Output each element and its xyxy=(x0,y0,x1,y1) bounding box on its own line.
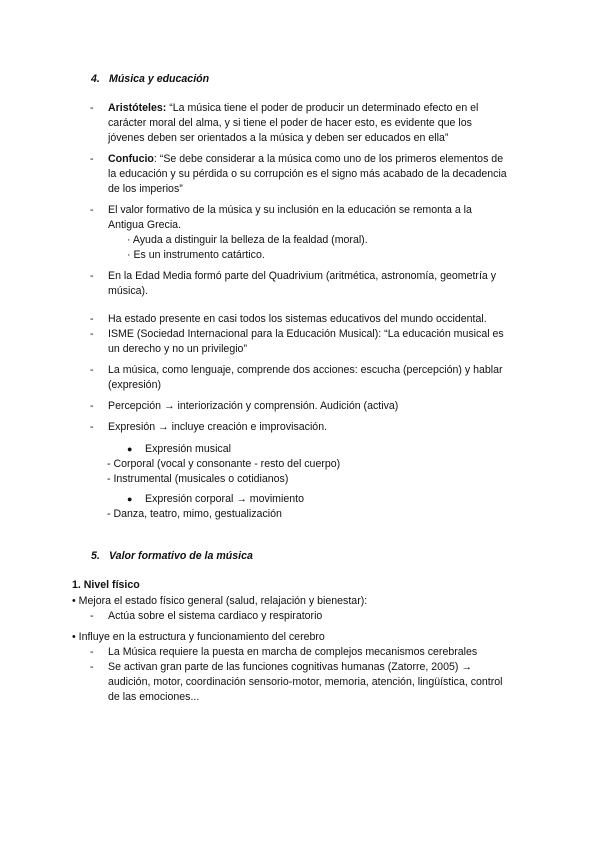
confucio-quote: : “Se debe considerar a la música como uno de los primeros elementos de xyxy=(153,153,504,165)
subheading-nivel-fisico: 1. Nivel físico xyxy=(72,579,140,591)
list-item-line: la educación y su pérdida o su corrupción es el signo más acabado de la decadencia xyxy=(108,168,507,180)
list-item-line: de los imperios” xyxy=(108,183,183,195)
list-item-line: El valor formativo de la música y su inclusión en la educación se remonta a la xyxy=(108,204,472,216)
bullet-dash: - xyxy=(90,313,94,325)
sub-item: La Música requiere la puesta en marcha de complejos mecanismos cerebrales xyxy=(108,646,478,658)
list-item-line: Ha estado presente en casi todos los sistemas educativos del mundo occidental. xyxy=(108,313,487,325)
list-item-line: La música, como lenguaje, comprende dos acciones: escucha (percepción) y hablar xyxy=(108,364,503,376)
sub-item: · Es un instrumento catártico. xyxy=(127,249,265,261)
list-item-aristoteles xyxy=(108,102,478,115)
section-4-number: 4. xyxy=(91,73,100,85)
bullet-dash: - xyxy=(90,364,94,376)
list-item-line: (expresión) xyxy=(108,379,161,391)
danza-line: - Danza, teatro, mimo, gestualización xyxy=(107,508,282,520)
section-4-title: Música y educación xyxy=(109,73,210,85)
bullet-dot: ● xyxy=(127,494,133,504)
bullet-dash: - xyxy=(90,661,94,673)
list-item-line: Percepción → interiorización y comprensión. Audición (activa) xyxy=(108,400,399,412)
list-item-line: ISME (Sociedad Internacional para la Educación Musical): “La educación musical es xyxy=(108,328,504,340)
sub-item: Actúa sobre el sistema cardiaco y respiratorio xyxy=(108,610,323,622)
instrumental-line: - Instrumental (musicales o cotidianos) xyxy=(107,473,289,485)
list-item-line: Antigua Grecia. xyxy=(108,219,182,231)
list-item-line: En la Edad Media formó parte del Quadrivium (aritmética, astronomía, geometría y xyxy=(108,270,497,282)
section-5-title: Valor formativo de la música xyxy=(109,550,253,562)
bullet-dash: - xyxy=(90,153,94,165)
bullet-item: • Mejora el estado físico general (salud, relajación y bienestar): xyxy=(72,595,368,607)
bullet-dash: - xyxy=(90,204,94,216)
bullet-dash: - xyxy=(90,646,94,658)
bullet-item: • Influye en la estructura y funcionamiento del cerebro xyxy=(72,631,325,643)
list-item-line: música). xyxy=(108,285,149,297)
list-item-confucio xyxy=(108,153,503,166)
expresion-musical: Expresión musical xyxy=(145,443,231,455)
bullet-dash: - xyxy=(90,610,94,622)
list-item-line: jóvenes deben ser orientados a la música y deben ser educados en ella” xyxy=(108,132,449,144)
aristoteles-quote: “La música tiene el poder de producir un determinado efecto en el xyxy=(166,102,479,114)
sub-item-line: audición, motor, coordinación sensorio-motor, memoria, atención, lingüística, control xyxy=(108,676,503,688)
corporal-line: - Corporal (vocal y consonante - resto del cuerpo) xyxy=(107,458,341,470)
sub-item: Se activan gran parte de las funciones cognitivas humanas (Zatorre, 2005) → xyxy=(108,661,472,673)
bullet-dash: - xyxy=(90,400,94,412)
sub-item-line: de las emociones... xyxy=(108,691,200,703)
bullet-dash: - xyxy=(90,102,94,114)
confucio-label: Confucio xyxy=(108,153,154,165)
bullet-dot: ● xyxy=(127,444,133,454)
bullet-dash: - xyxy=(90,328,94,340)
list-item-line: carácter moral del alma, y si tiene el poder de hacer esto, es evidente que los xyxy=(108,117,472,129)
expresion-corporal: Expresión corporal → movimiento xyxy=(145,493,304,505)
aristoteles-label: Aristóteles: xyxy=(108,102,167,114)
section-5-number: 5. xyxy=(91,550,100,562)
list-item-line: un derecho y no un privilegio” xyxy=(108,343,247,355)
bullet-dash: - xyxy=(90,421,94,433)
sub-item: · Ayuda a distinguir la belleza de la fealdad (moral). xyxy=(127,234,368,246)
bullet-dash: - xyxy=(90,270,94,282)
list-item-line: Expresión → incluye creación e improvisación. xyxy=(108,421,328,433)
